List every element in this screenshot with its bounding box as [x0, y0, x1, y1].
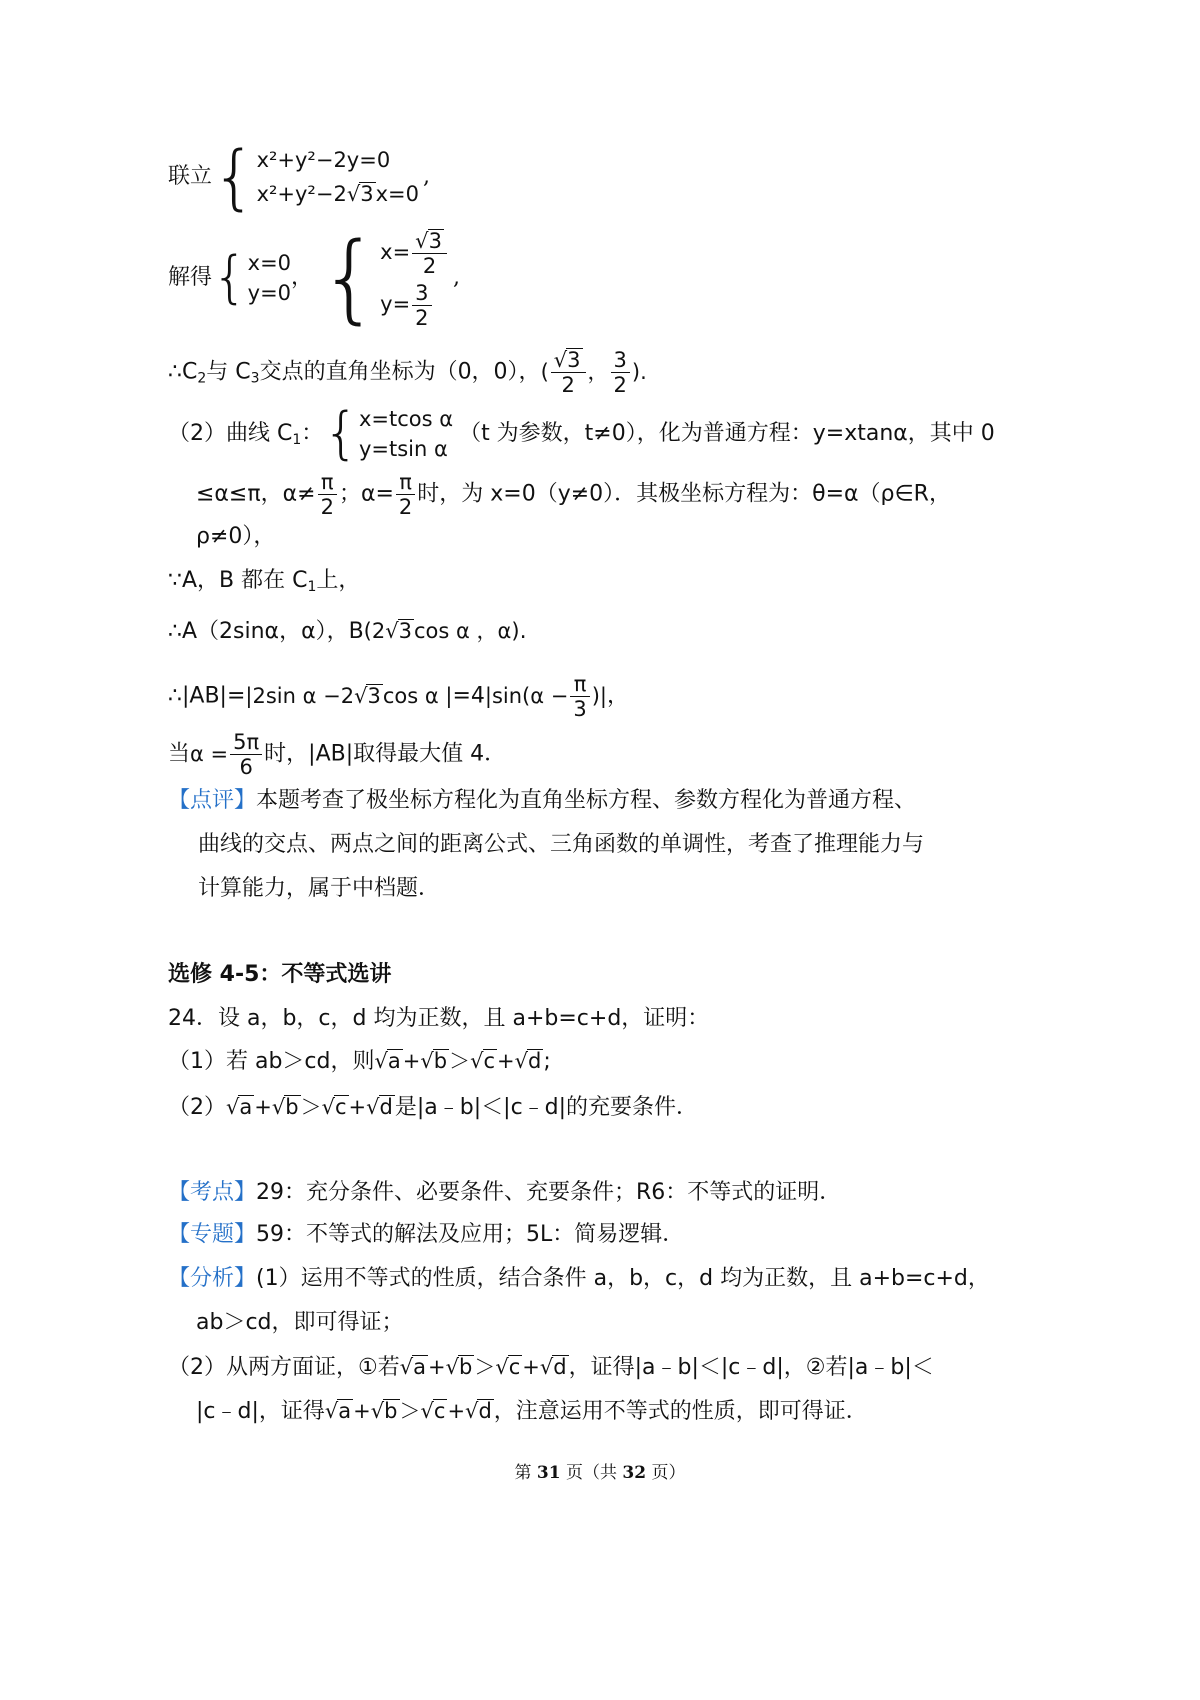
radicand: 3 [567, 348, 581, 372]
text: ， [607, 683, 630, 709]
sqrt-inequality: √a+√b＞√c+√d [399, 1355, 567, 1379]
denominator: 2 [422, 253, 437, 278]
comma: ， [291, 265, 314, 290]
text: 59：不等式的解法及应用；5L：简易逻辑． [256, 1222, 685, 1247]
fraction [412, 281, 431, 330]
radicand: 3 [428, 228, 442, 253]
text: 与 C [206, 359, 251, 385]
radicand: 3 [398, 619, 412, 643]
radicand: c [508, 1355, 521, 1379]
text: ∴|AB|= [168, 683, 246, 709]
text: ≤α≤π，α≠ [196, 481, 316, 507]
numerator: 3 [412, 281, 431, 306]
equation [380, 278, 449, 330]
expression [364, 619, 520, 643]
equation [257, 177, 419, 211]
footer-text: 第 [514, 1463, 537, 1483]
radicand: d [528, 1049, 542, 1073]
text: ρ≠0）， [196, 524, 276, 549]
radicand: a [387, 1049, 401, 1073]
equation [380, 226, 449, 278]
text: ，注意运用不等式的性质，即可得证． [493, 1399, 868, 1424]
text: ; [543, 1049, 551, 1074]
review-line-3 [198, 874, 440, 904]
plus: + [348, 1095, 367, 1119]
left-brace: { [323, 401, 359, 466]
fraction [318, 470, 337, 519]
text: （t 为参数，t≠0），化为普通方程：y=xtanα，其中 0 [459, 421, 995, 446]
eq-part: x=0 [375, 182, 419, 206]
greater-than: ＞ [399, 1399, 421, 1423]
denominator: 6 [239, 755, 253, 779]
text: (1）运用不等式的性质，结合条件 a，b，c，d 均为正数，且 a+b=c+d， [256, 1266, 990, 1291]
denominator: 2 [320, 495, 334, 519]
radicand: c [335, 1095, 347, 1119]
eq-part: y= [380, 292, 411, 316]
fenxi-line-1 [168, 1264, 990, 1294]
expr-part: α = [190, 741, 229, 766]
sqrt-inequality: √a+√b＞√c+√d [374, 1049, 542, 1073]
question-part-2 [168, 1092, 698, 1123]
radicand: a [338, 1399, 352, 1423]
radicand: a [413, 1355, 426, 1379]
numerator: π [318, 470, 337, 495]
equation: y=tsin α [358, 437, 448, 461]
kaodian-line [168, 1178, 841, 1208]
text: 曲线的交点、两点之间的距离公式、三角函数的单调性，考查了推理能力与 [198, 832, 925, 857]
fenxi-line-2 [196, 1308, 404, 1338]
equation: x=tcos α [358, 407, 454, 431]
paren: ( [540, 359, 549, 384]
ab-on-c1-line [168, 566, 360, 596]
text: （2）从两方面证，①若 [168, 1355, 400, 1380]
sqrt-inequality: √a+√b＞√c+√d [226, 1095, 393, 1119]
fraction [230, 730, 262, 779]
plus: + [497, 1049, 515, 1073]
text: （2）曲线 C [168, 421, 293, 446]
denominator: 2 [561, 373, 575, 397]
part2-line [168, 401, 995, 466]
question-24 [168, 1004, 709, 1034]
denominator: 2 [415, 305, 429, 330]
fraction [412, 229, 447, 278]
radicand: 3 [360, 182, 374, 206]
greater-than: ＞ [474, 1355, 496, 1379]
expr-part: (2 [363, 619, 386, 643]
plus: + [353, 1399, 371, 1423]
radicand: c [483, 1049, 496, 1073]
plus: + [254, 1095, 272, 1119]
radicand: 3 [367, 683, 381, 708]
eq-part: x²+y²−2 [256, 182, 347, 206]
plus: + [447, 1399, 466, 1423]
text: （2） [168, 1095, 226, 1120]
zhuanti-line [168, 1220, 684, 1250]
equation: y=0 [247, 281, 292, 305]
intersection-line [168, 348, 647, 397]
expr-part: |2sin α −2 [245, 683, 355, 708]
page-footer [0, 1458, 1200, 1483]
radicand: b [384, 1399, 398, 1423]
plus: + [428, 1355, 446, 1379]
heading-text: 选修 4-5：不等式选讲 [168, 962, 392, 987]
text: （1）若 ab＞cd，则 [168, 1049, 375, 1074]
equation-rows [380, 226, 449, 330]
text: ；α= [338, 481, 394, 507]
radicand: c [433, 1399, 446, 1423]
expression [245, 684, 452, 708]
greater-than: ＞ [300, 1095, 322, 1119]
system-line-1 [168, 136, 430, 218]
radicand: b [433, 1049, 448, 1073]
eq-part: x= [380, 240, 411, 264]
section-heading [168, 960, 391, 990]
ab-coordinates-line [168, 616, 527, 647]
text: 时，|AB|取得最大值 4． [264, 741, 507, 767]
radical-sign: √ [415, 228, 429, 253]
part2-line-2 [196, 470, 951, 519]
numerator: 3 [611, 348, 630, 373]
text: 29：充分条件、必要条件、充要条件；R6：不等式的证明． [256, 1180, 842, 1205]
equation: x=0 [247, 251, 292, 275]
part2-line-3 [196, 522, 275, 552]
text: 计算能力，属于中档题． [198, 876, 441, 901]
radical-sign: √ [354, 683, 368, 708]
comma: , [452, 265, 460, 290]
radicand: a [239, 1095, 253, 1119]
radicand: b [285, 1095, 299, 1119]
numerator: π [570, 672, 589, 697]
text: . [519, 619, 527, 644]
expr-part: cos α ，α) [414, 619, 520, 643]
text: ab＞cd，即可得证； [196, 1310, 404, 1335]
fraction [551, 348, 586, 397]
question-part-1 [168, 1046, 551, 1077]
fraction [396, 470, 415, 519]
fraction [570, 672, 589, 721]
plus: + [522, 1355, 540, 1379]
radical-sign: √ [553, 348, 568, 372]
numerator: π [396, 470, 415, 495]
radicand: d [478, 1399, 492, 1423]
text: ∵A，B 都在 C [168, 568, 308, 593]
current-page-number: 31 [536, 1463, 561, 1483]
fenxi-line-3 [168, 1352, 934, 1383]
max-value-line [168, 730, 506, 779]
text: 联立 [168, 164, 213, 189]
text: ： [301, 421, 324, 446]
expr-part: )| [591, 683, 608, 708]
text: 上， [316, 568, 361, 593]
solution-line [168, 222, 460, 334]
text: 本题考查了极坐标方程化为直角坐标方程、参数方程化为普通方程、 [256, 788, 917, 813]
denominator: 2 [613, 373, 627, 397]
text: |c﹣d|，证得 [196, 1399, 325, 1424]
distance-line [168, 672, 629, 721]
equation: x²+y²−2y=0 [256, 148, 391, 172]
equation-rows [248, 248, 291, 308]
text: 是|a﹣b|＜|c﹣d|的充要条件． [394, 1095, 699, 1120]
fenxi-tag: 【分析】 [168, 1266, 257, 1291]
subscript: 3 [250, 370, 260, 387]
expr-part: |sin(α − [484, 683, 569, 708]
comma: , [422, 164, 430, 189]
left-brace: { [212, 245, 248, 310]
review-tag: 【点评】 [168, 788, 257, 813]
subscript: 2 [197, 370, 207, 387]
text: 24．设 a，b，c，d 均为正数，且 a+b=c+d，证明： [168, 1006, 710, 1031]
comma: ， [587, 359, 609, 384]
review-line-1 [168, 786, 916, 816]
radical-sign: √ [385, 619, 399, 643]
denominator: 2 [398, 495, 413, 519]
equation-rows [359, 404, 453, 464]
greater-than: ＞ [449, 1049, 471, 1073]
zhuanti-tag: 【专题】 [168, 1222, 257, 1247]
text: 解得 [168, 265, 213, 290]
text: 时，为 x=0（y≠0）．其极坐标方程为：θ=α（ρ∈R， [417, 481, 951, 507]
plus: + [402, 1049, 421, 1073]
text: ，证得|a﹣b|＜|c﹣d|，②若|a﹣b|＜ [568, 1355, 934, 1380]
text: =4 [452, 683, 485, 709]
denominator: 3 [573, 697, 587, 721]
paren: ). [631, 359, 647, 384]
radicand: d [553, 1355, 567, 1379]
radicand: d [379, 1095, 393, 1119]
fenxi-line-4 [196, 1396, 868, 1427]
total-page-number: 32 [622, 1463, 647, 1483]
text: 当 [168, 741, 191, 767]
kaodian-tag: 【考点】 [168, 1180, 257, 1205]
text: 交点的直角坐标为（0，0）， [259, 359, 541, 385]
subscript: 1 [307, 579, 317, 595]
footer-text: 页（共 [560, 1463, 623, 1483]
coordinate [540, 348, 647, 397]
expr-part: cos α | [382, 683, 453, 708]
expression [190, 730, 264, 779]
sqrt-inequality: √a+√b＞√c+√d [324, 1399, 492, 1423]
radical-sign: √ [346, 182, 361, 206]
subscript: 1 [292, 432, 302, 448]
expression [484, 672, 608, 721]
radicand: b [459, 1355, 473, 1379]
numerator: 5π [230, 730, 262, 755]
equation-rows [257, 143, 419, 211]
left-brace: { [212, 136, 257, 218]
review-line-2 [198, 830, 924, 860]
left-brace: { [319, 222, 381, 334]
fraction [611, 348, 630, 397]
text: ∴C [168, 359, 198, 385]
text: ∴A（2sinα，α），B [168, 619, 364, 644]
footer-text: 页） [646, 1463, 686, 1483]
